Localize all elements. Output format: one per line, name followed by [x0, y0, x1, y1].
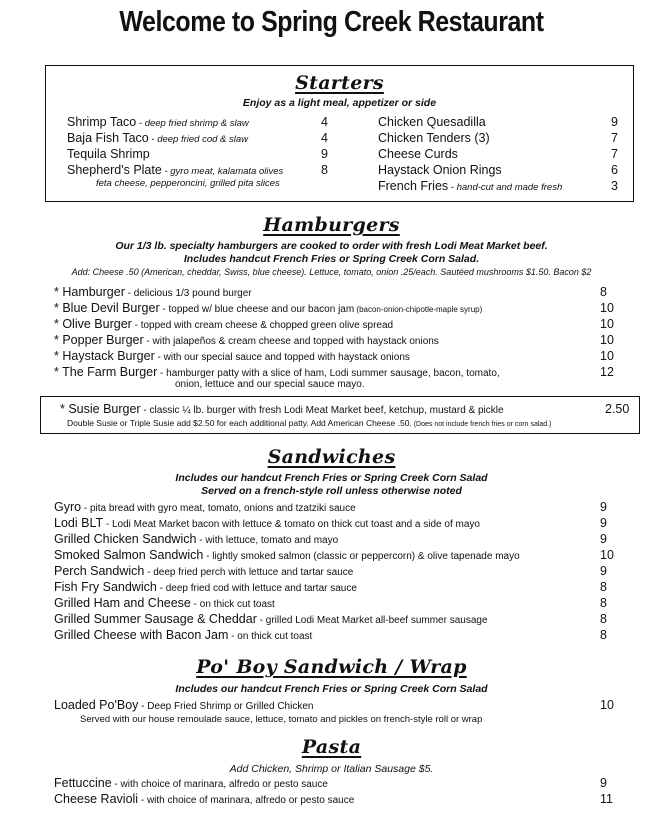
- hamburgers-subtitle-1: Our 1/3 lb. specialty hamburgers are cooked to order with fresh Lodi Meat Market beef.: [115, 240, 548, 252]
- item-price: 4: [321, 115, 328, 129]
- item-name: Haystack Onion Rings: [378, 163, 502, 177]
- item-price: 12: [600, 365, 614, 379]
- pasta-item: [54, 776, 328, 792]
- sandwich-item: [54, 564, 353, 580]
- sandwich-item: [54, 596, 275, 612]
- starter-item: [67, 131, 248, 147]
- item-desc: - on thick cut toast: [228, 631, 313, 642]
- sandwich-item: [54, 548, 520, 564]
- item-desc: - topped w/ blue cheese and our bacon jam: [159, 304, 355, 315]
- item-desc: - with our special sauce and topped with haystack onions: [154, 352, 410, 363]
- item-name: * Haystack Burger: [54, 349, 155, 363]
- item-name: Smoked Salmon Sandwich: [54, 548, 204, 562]
- item-price: 10: [600, 698, 614, 712]
- susie-note-small: (Does not include french fries or corn salad.): [411, 421, 552, 428]
- item-price: 8: [600, 285, 607, 299]
- hamburgers-heading: Hamburgers: [263, 214, 400, 236]
- poboy-item: [54, 698, 313, 714]
- item-name: Shrimp Taco: [67, 115, 137, 129]
- item-name: * Popper Burger: [54, 333, 144, 347]
- sandwiches-subtitle-2: Served on a french-style roll unless otherwise noted: [201, 485, 462, 497]
- item-price: 3: [611, 179, 618, 193]
- item-name: Cheese Curds: [378, 147, 458, 161]
- item-desc: - with choice of marinara, alfredo or pesto sauce: [111, 779, 328, 790]
- item-desc: - on thick cut toast: [190, 599, 275, 610]
- item-desc: - Lodi Meat Market bacon with lettuce & tomato on thick cut toast and a side of mayo: [103, 519, 480, 530]
- item-desc: - deep fried perch with lettuce and tartar sauce: [144, 567, 354, 578]
- item-desc: - pita bread with gyro meat, tomato, onions and tzatziki sauce: [81, 503, 356, 514]
- sandwich-item: [54, 500, 356, 516]
- item-desc: - deep fried shrimp & slaw: [136, 118, 249, 129]
- hamburgers-addons: Add: Cheese .50 (American, cheddar, Swiss, blue cheese). Lettuce, tomato, onion .25/each. Sautéed mushrooms $1.50. Bacon $2: [71, 267, 592, 277]
- sandwich-item: [54, 628, 312, 644]
- starter-item: [378, 115, 486, 130]
- item-price: 11: [600, 792, 613, 806]
- item-price: 2.50: [605, 402, 630, 416]
- item-price: 8: [321, 163, 328, 177]
- pasta-item: [54, 792, 354, 808]
- starter-item: [378, 163, 502, 178]
- item-desc: - hamburger patty with a slice of ham, Lodi summer sausage, bacon, tomato,: [157, 368, 500, 379]
- pasta-subtitle: Add Chicken, Shrimp or Italian Sausage $5.: [229, 763, 434, 775]
- item-desc-cont: Served with our house remoulade sauce, lettuce, tomato and pickles on french-style roll or wrap: [80, 714, 483, 725]
- burger-item: [54, 285, 252, 301]
- item-name: * Olive Burger: [54, 317, 132, 331]
- item-name: Chicken Quesadilla: [378, 115, 486, 129]
- item-price: 9: [600, 516, 607, 530]
- item-price: 4: [321, 131, 328, 145]
- poboy-subtitle: Includes our handcut French Fries or Spring Creek Corn Salad: [175, 683, 488, 695]
- item-price: 9: [600, 500, 607, 514]
- starter-item: [378, 147, 458, 162]
- item-name: Grilled Chicken Sandwich: [54, 532, 197, 546]
- item-desc: - classic ¼ lb. burger with fresh Lodi Meat Market beef, ketchup, mustard & pickle: [140, 405, 504, 416]
- sandwiches-heading: Sandwiches: [267, 446, 396, 468]
- item-desc-cont: onion, lettuce and our special sauce mayo.: [175, 379, 365, 390]
- item-name: Grilled Ham and Cheese: [54, 596, 191, 610]
- item-name: * Susie Burger: [60, 402, 141, 416]
- item-price: 6: [611, 163, 618, 177]
- item-price: 7: [611, 147, 618, 161]
- item-price: 9: [611, 115, 618, 129]
- item-desc: - Deep Fried Shrimp or Grilled Chicken: [138, 701, 314, 712]
- item-name: Fish Fry Sandwich: [54, 580, 157, 594]
- item-price: 10: [600, 548, 614, 562]
- item-desc: - with jalapeños & cream cheese and topped with haystack onions: [143, 336, 439, 347]
- item-desc: - grilled Lodi Meat Market all-beef summer sausage: [256, 615, 488, 626]
- item-name: Chicken Tenders (3): [378, 131, 490, 145]
- item-name: Shepherd's Plate: [67, 163, 162, 177]
- item-price: 7: [611, 131, 618, 145]
- burger-item: [54, 349, 410, 365]
- item-desc: - topped with cream cheese & chopped green olive spread: [131, 320, 394, 331]
- item-name: Gyro: [54, 500, 82, 514]
- starter-item: [378, 179, 562, 195]
- item-price: 9: [321, 147, 328, 161]
- pasta-heading: Pasta: [301, 736, 362, 758]
- item-desc: - deep fried cod with lettuce and tartar sauce: [156, 583, 357, 594]
- item-name: Baja Fish Taco: [67, 131, 149, 145]
- burger-item: [54, 317, 393, 333]
- item-name: Lodi BLT: [54, 516, 104, 530]
- starter-item: [67, 147, 150, 163]
- item-name: Perch Sandwich: [54, 564, 145, 578]
- item-price: 9: [600, 776, 607, 790]
- sandwich-item: [54, 580, 357, 596]
- hamburgers-subtitle-2: Includes handcut French Fries or Spring Creek Corn Salad.: [183, 253, 480, 265]
- starter-item: [378, 131, 490, 146]
- sandwich-item: [54, 532, 338, 548]
- burger-item: [54, 333, 439, 349]
- item-price: 9: [600, 532, 607, 546]
- item-desc: - deep fried cod & slaw: [148, 134, 249, 145]
- burger-item: [54, 301, 482, 317]
- susie-note-text: Double Susie or Triple Susie add $2.50 for each additional patty. Add American Cheese .50.: [67, 418, 412, 428]
- item-name: Grilled Summer Sausage & Cheddar: [54, 612, 257, 626]
- item-desc-cont: feta cheese, pepperoncini, grilled pita slices: [96, 178, 280, 189]
- page-title: Welcome to Spring Creek Restaurant: [119, 6, 544, 38]
- item-name: Loaded Po'Boy: [54, 698, 139, 712]
- item-desc-small: (bacon-onion-chipotle-maple syrup): [354, 305, 483, 314]
- item-name: Fettuccine: [54, 776, 112, 790]
- item-name: * The Farm Burger: [54, 365, 158, 379]
- item-name: Grilled Cheese with Bacon Jam: [54, 628, 229, 642]
- item-name: Cheese Ravioli: [54, 792, 139, 806]
- item-name: * Hamburger: [54, 285, 125, 299]
- sandwich-item: [54, 516, 480, 532]
- susie-note: [67, 418, 551, 430]
- item-name: * Blue Devil Burger: [54, 301, 160, 315]
- poboy-heading: Po' Boy Sandwich / Wrap: [196, 656, 467, 678]
- item-desc: - with choice of marinara, alfredo or pesto sauce: [138, 795, 355, 806]
- item-price: 10: [600, 333, 614, 347]
- item-name: Tequila Shrimp: [67, 147, 150, 161]
- item-price: 10: [600, 317, 614, 331]
- starters-heading: Starters: [295, 72, 384, 94]
- sandwiches-subtitle-1: Includes our handcut French Fries or Spring Creek Corn Salad: [175, 472, 488, 484]
- item-price: 10: [600, 301, 614, 315]
- item-name: French Fries: [378, 179, 449, 193]
- item-price: 8: [600, 628, 607, 642]
- item-price: 10: [600, 349, 614, 363]
- item-desc: - lightly smoked salmon (classic or peppercorn) & olive tapenade mayo: [203, 551, 520, 562]
- starters-subtitle: Enjoy as a light meal, appetizer or side: [242, 97, 437, 109]
- item-price: 8: [600, 596, 607, 610]
- item-price: 8: [600, 580, 607, 594]
- burger-item: [60, 402, 504, 418]
- item-desc: - hand-cut and made fresh: [448, 182, 563, 193]
- sandwich-item: [54, 612, 488, 628]
- item-price: 8: [600, 612, 607, 626]
- item-desc: - delicious 1/3 pound burger: [124, 288, 252, 299]
- item-desc: - gyro meat, kalamata olives: [161, 166, 284, 177]
- starter-item: [67, 163, 283, 179]
- item-price: 9: [600, 564, 607, 578]
- item-desc: - with lettuce, tomato and mayo: [196, 535, 339, 546]
- starter-item: [67, 115, 249, 131]
